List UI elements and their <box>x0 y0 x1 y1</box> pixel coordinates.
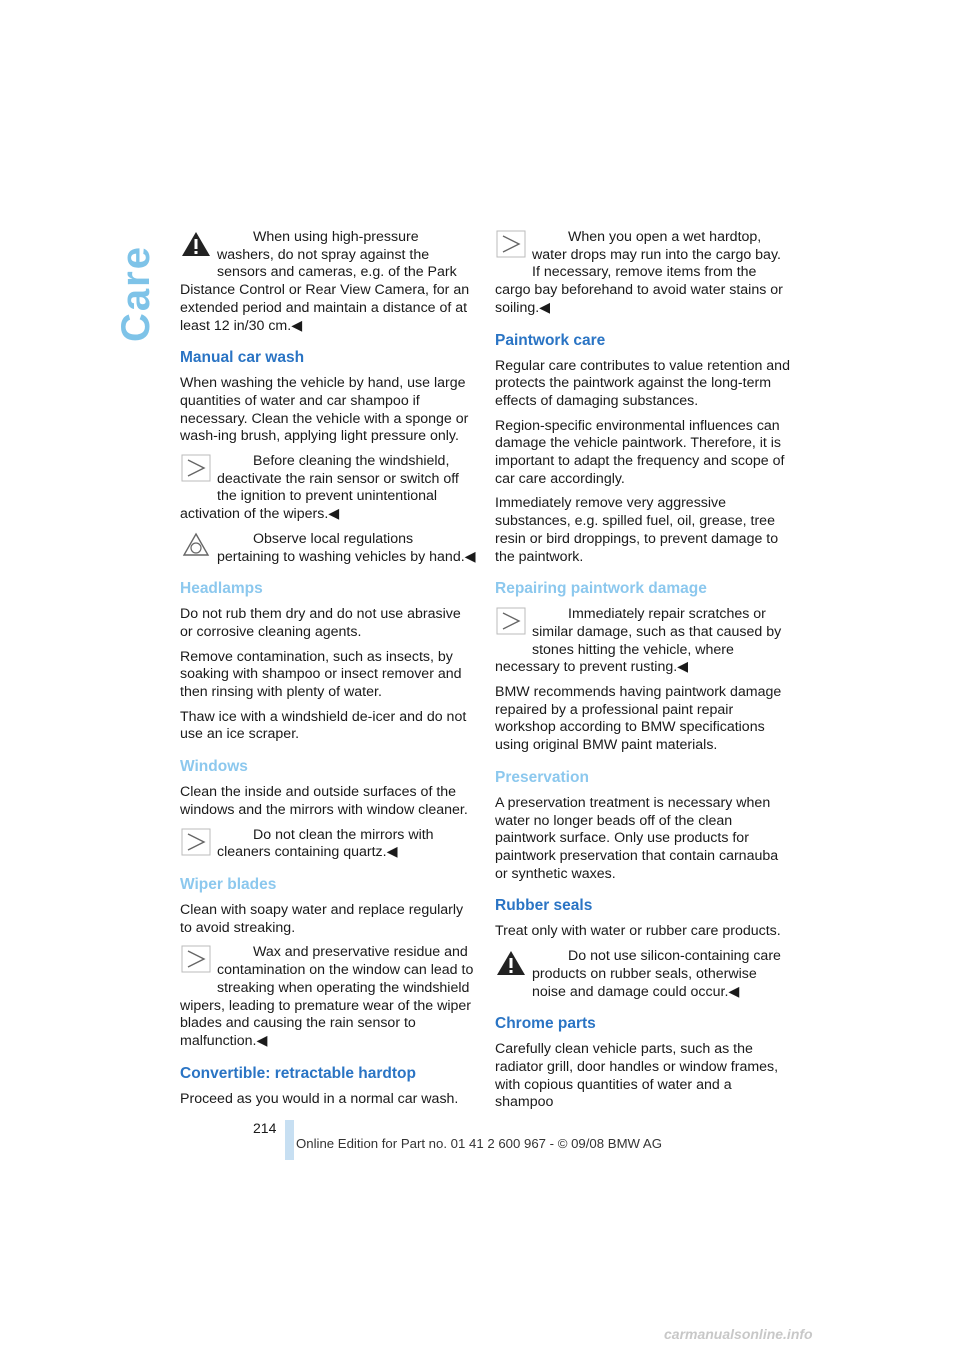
right-column <box>495 229 791 1119</box>
note-text: When you open a wet hardtop, water drops may run into the cargo bay. If necessary, remove items from the cargo bay beforehand to avoid water stains or soiling.◀ <box>495 229 783 316</box>
note-text: Do not clean the mirrors with cleaners containing quartz.◀ <box>217 826 434 861</box>
heading-windows: Windows <box>180 758 248 776</box>
note <box>180 827 477 862</box>
heading-wiper-blades: Wiper blades <box>180 875 277 893</box>
warning-text: Do not use silicon-containing care products on rubber seals, otherwise noise and damage could occur.◀ <box>532 948 781 1000</box>
note-icon <box>495 606 531 644</box>
note <box>180 453 477 524</box>
heading-headlamps: Headlamps <box>180 580 263 598</box>
heading-repairing-paintwork: Repairing paintwork damage <box>495 580 707 598</box>
note-icon <box>180 827 216 865</box>
footer-text: Online Edition for Part no. 01 41 2 600 967 - © 09/08 BMW AG <box>296 1136 662 1151</box>
warning-text: When using high-pressure washers, do not spray against the sensors and cameras, e.g. of the Park Distance Control or Rear View Camera, for an extended period and maintain a distance of at least 12 in/30 cm.◀ <box>180 229 470 334</box>
footer-bar <box>285 1120 294 1160</box>
note-icon <box>180 453 216 491</box>
note-icon <box>495 229 531 267</box>
warning-icon <box>495 948 531 986</box>
heading-preservation: Preservation <box>495 768 589 786</box>
environment-note <box>180 531 477 566</box>
paragraph: Treat only with water or rubber care products. <box>495 923 781 940</box>
page-number: 214 <box>253 1120 277 1136</box>
note-icon <box>180 944 216 982</box>
left-column <box>180 229 477 1115</box>
note <box>495 229 791 318</box>
heading-manual-car-wash: Manual car wash <box>180 349 305 367</box>
paragraph: Regular care contributes to value retention and protects the paintwork against the long-term effects of damaging substances. <box>495 357 790 409</box>
paragraph: Thaw ice with a windshield de-icer and do not use an ice scraper. <box>180 708 467 743</box>
section-tab-label: Care <box>114 245 158 342</box>
warning-icon <box>180 229 216 267</box>
paragraph: Carefully clean vehicle parts, such as the radiator grill, door handles or window frames, with copious quantities of water and a shampoo <box>495 1041 779 1111</box>
heading-paintwork-care: Paintwork care <box>495 331 606 349</box>
note <box>495 606 791 677</box>
note <box>180 944 477 1050</box>
note-text: Immediately repair scratches or similar damage, such as that caused by stones hitting the vehicle, where necessary to prevent rusting.◀ <box>495 606 782 676</box>
section-tab <box>114 232 158 342</box>
recycle-icon <box>180 531 216 569</box>
paragraph: When washing the vehicle by hand, use large quantities of water and car shampoo if necessary. Clean the vehicle with a sponge or wash-ing brush, applying light pressure only. <box>180 375 469 445</box>
heading-convertible-hardtop: Convertible: retractable hardtop <box>180 1064 416 1082</box>
warning-note <box>180 229 477 335</box>
note-text: Before cleaning the windshield, deactivate the rain sensor or switch off the ignition to prevent unintentional activation of the wipers.◀ <box>180 453 459 523</box>
paragraph: Immediately remove very aggressive substances, e.g. spilled fuel, oil, grease, tree resin or bird droppings, to prevent damage to the paintwork. <box>495 495 779 565</box>
heading-chrome-parts: Chrome parts <box>495 1015 596 1033</box>
paragraph: Proceed as you would in a normal car wash. <box>180 1090 459 1107</box>
paragraph: BMW recommends having paintwork damage repaired by a professional paint repair workshop according to BMW specifications using original BMW paint materials. <box>495 684 782 754</box>
paragraph: A preservation treatment is necessary when water no longer beads off of the clean paintwork surface. Only use products for paintwork preservation that contain carnauba or synthetic waxes. <box>495 794 779 882</box>
watermark: carmanualsonline.info <box>664 1326 813 1342</box>
paragraph: Region-specific environmental influences can damage the vehicle paintwork. Therefore, it is important to adapt the frequency and scope of car care accordingly. <box>495 417 785 487</box>
paragraph: Remove contamination, such as insects, by soaking with shampoo or insect remover and then rinsing with plenty of water. <box>180 648 462 701</box>
warning-note <box>495 948 791 1001</box>
note-text: Wax and preservative residue and contamination on the window can lead to streaking when operating the windshield wipers, leading to premature wear of the wiper blades and causing the rain sensor to malfunction.◀ <box>180 944 474 1049</box>
environment-text: Observe local regulations pertaining to washing vehicles by hand.◀ <box>217 530 476 565</box>
heading-rubber-seals: Rubber seals <box>495 897 593 915</box>
paragraph: Clean the inside and outside surfaces of the windows and the mirrors with window cleaner. <box>180 784 468 818</box>
paragraph: Do not rub them dry and do not use abrasive or corrosive cleaning agents. <box>180 606 461 640</box>
paragraph: Clean with soapy water and replace regularly to avoid streaking. <box>180 901 464 936</box>
